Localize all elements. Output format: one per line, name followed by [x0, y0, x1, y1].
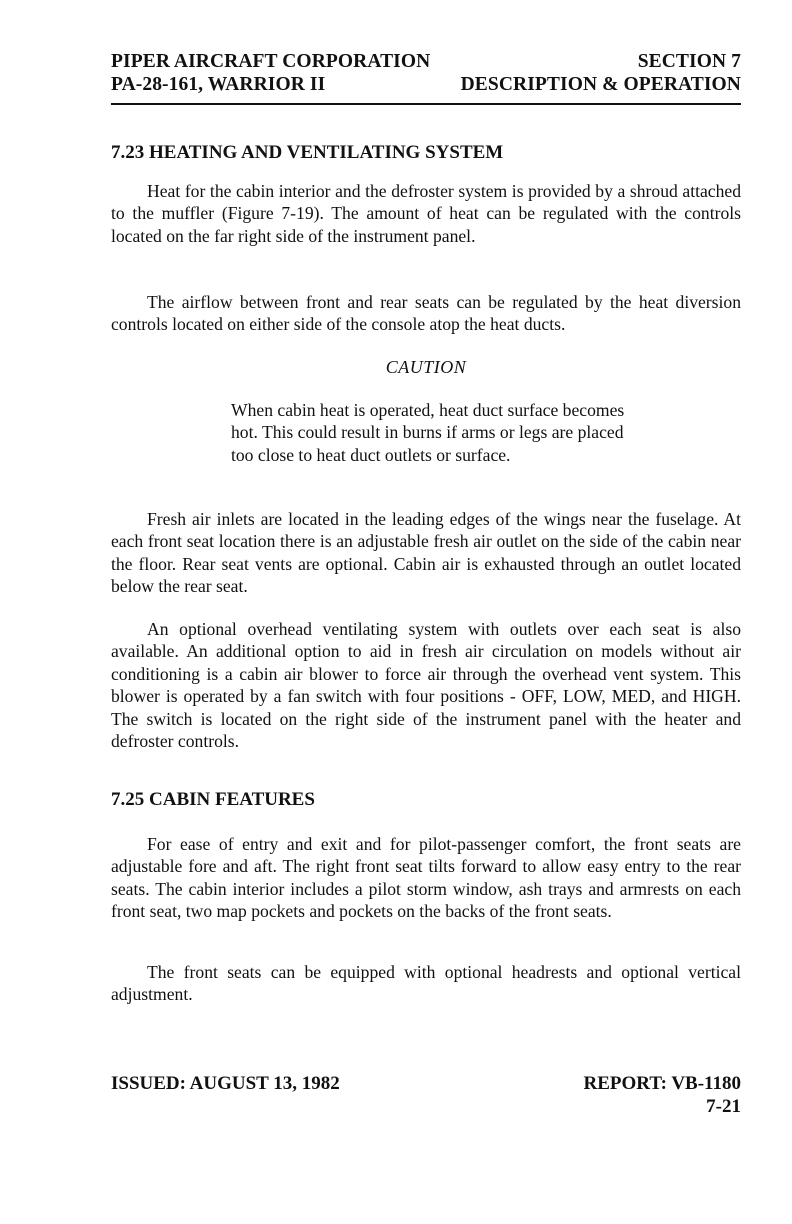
footer-report-number: REPORT: VB-1180 [583, 1073, 741, 1094]
header-company: PIPER AIRCRAFT CORPORATION [111, 51, 431, 72]
header-model: PA-28-161, WARRIOR II [111, 74, 326, 95]
footer-page-number: 7-21 [706, 1096, 741, 1117]
caution-title: CAUTION [385, 357, 467, 377]
page-header [111, 50, 741, 105]
section-723-paragraph-2: The airflow between front and rear seats can be regulated by the heat diversion controls located on either side of the console atop the heat ducts. [111, 292, 741, 335]
page-footer-right [583, 1072, 741, 1118]
header-section: SECTION 7 [637, 51, 741, 72]
section-723-paragraph-1: Heat for the cabin interior and the defroster system is provided by a shroud attached to the muffler (Figure 7-19). The amount of heat can be regulated with the controls located on the far right side of the instrument panel. [111, 181, 741, 246]
header-divider [111, 103, 741, 105]
section-725-paragraph-1: For ease of entry and exit and for pilot-passenger comfort, the front seats are adjustable fore and aft. The right front seat tilts forward to allow easy entry to the rear seats. The cabin interior includes a pilot storm window, ash trays and armrests on each front seat, two map pockets and pockets on the backs of the front seats. [111, 834, 741, 922]
footer-issued-date: ISSUED: AUGUST 13, 1982 [111, 1073, 340, 1094]
caution-text: When cabin heat is operated, heat duct surface becomes hot. This could result in burns if arms or legs are placed too close to heat duct outlets or surface. [231, 400, 625, 465]
section-723-paragraph-4: An optional overhead ventilating system with outlets over each seat is also available. An additional option to aid in fresh air circulation on models without air conditioning is a cabin air blower to force air through the overhead vent system. This blower is operated by a fan switch with four positions - OFF, LOW, MED, and HIGH. The switch is located on the right side of the instrument panel with the heater and defroster controls. [111, 619, 741, 752]
header-section-title: DESCRIPTION & OPERATION [460, 74, 741, 95]
section-723-paragraph-3: Fresh air inlets are located in the leading edges of the wings near the fuselage. At each front seat location there is an adjustable fresh air outlet on the side of the cabin near the floor. Rear seat vents are optional. Cabin air is exhausted through an outlet located below the rear seat. [111, 509, 741, 597]
section-723-title: 7.23 HEATING AND VENTILATING SYSTEM [111, 142, 504, 163]
section-725-title: 7.25 CABIN FEATURES [111, 789, 315, 810]
document-page [111, 50, 741, 1180]
section-725-paragraph-2: The front seats can be equipped with optional headrests and optional vertical adjustment. [111, 962, 741, 1005]
